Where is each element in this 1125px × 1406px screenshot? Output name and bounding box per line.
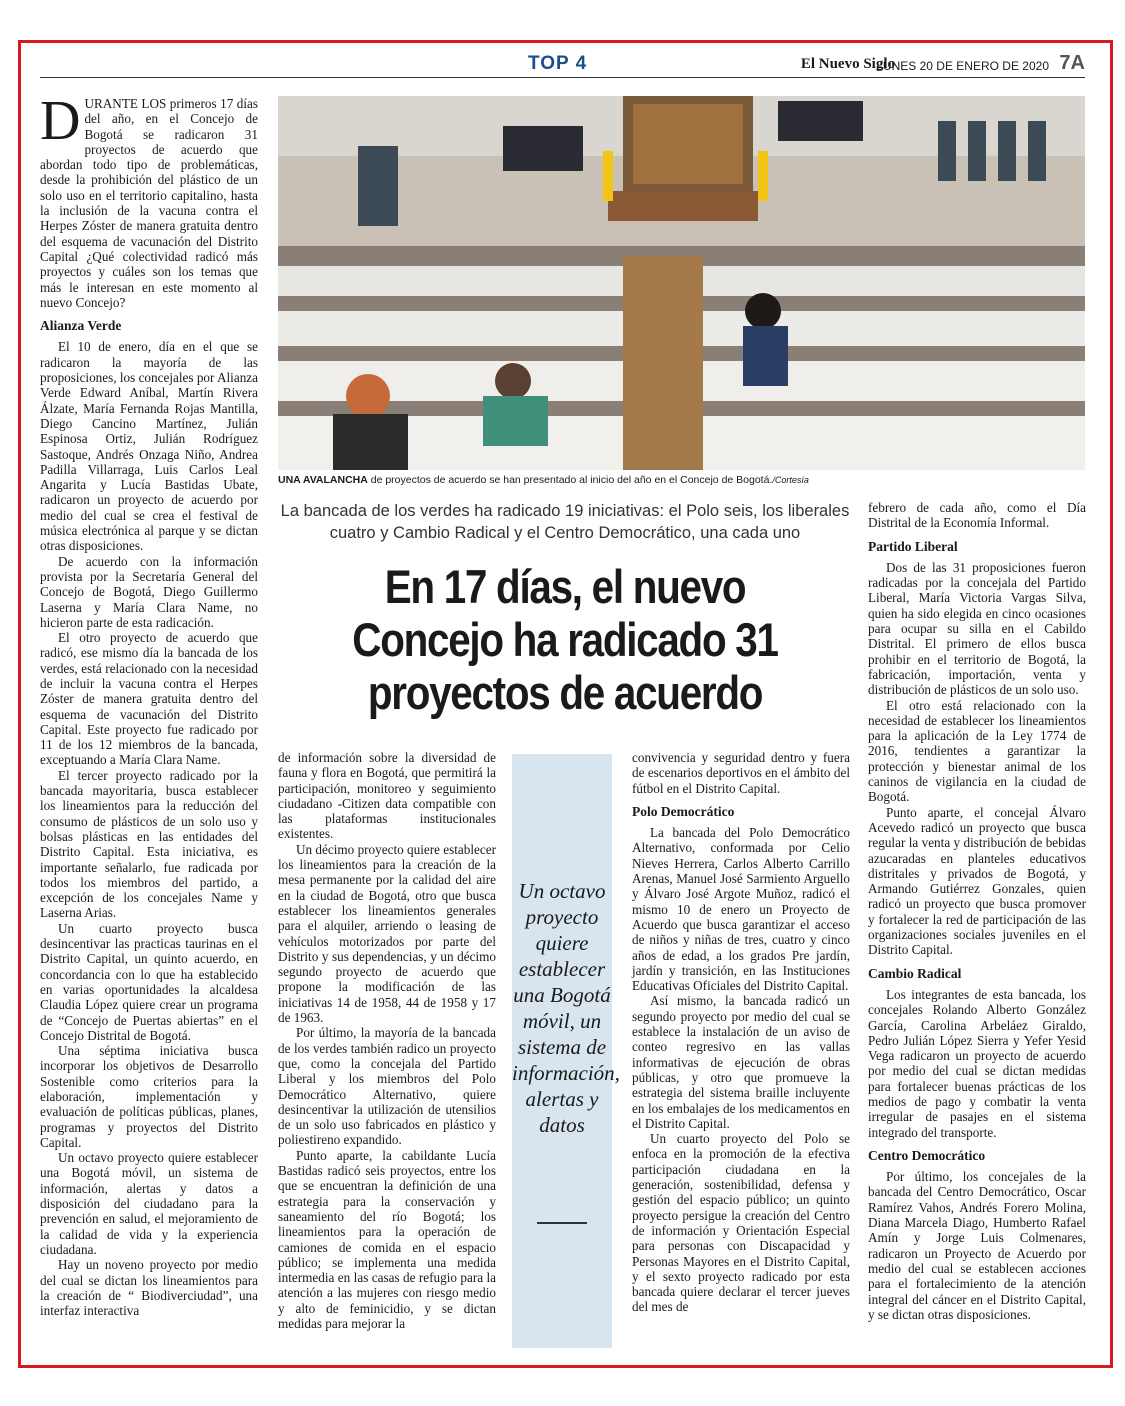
paragraph: El otro proyecto de acuerdo que radicó, ese mismo día la bancada de los verdes, está relacionado con la necesidad de incluir la vacuna contra el Herpes Zóster de manera gratuita dentro del esquema de vacunación del Distrito Capital. Este proyecto fue radicado por 11 de los 12 miembros de la bancada, exceptuando a María Clara Name. [40, 630, 258, 768]
paragraph: De acuerdo con la información provista por la Secretaría General del Concejo de Bogotá, Diego Guillermo Laserna y María Clara Name, no hicieron parte de esta radicación. [40, 553, 258, 630]
paragraph: Un cuarto proyecto del Polo se enfoca en la promoción de la efectiva participación ciudadana en la generación, sostenibilidad, defensa y gestión del espacio público; un quinto proyecto persigue la creación del Centro de información y Orientación Especial para personas con Discapacidad y Personas Mayores en el Distrito Capital, y el sexto proyecto radicado por esta bancada quiere declarar el tercer jueves del mes de [632, 1131, 850, 1315]
paragraph: Un octavo proyecto quiere establecer una Bogotá móvil, un sistema de información, alertas y datos a disposición del ciudadano para la prevención en salud, el mejoramiento de la calidad de vida y la experiencia ciudadana. [40, 1150, 258, 1257]
photo-caption [278, 474, 1085, 487]
paragraph: Así mismo, la bancada radicó un segundo proyecto por medio del cual se establece la instalación de un aviso de conteo regresivo en las vallas informativas de ejecución de obras públicas, y otro que promueve la estrategia del sistema braille incluyente en los embalajes de los medicamentos en el Distrito Capital. [632, 993, 850, 1131]
page-header [40, 52, 1085, 78]
paragraph: Por último, la mayoría de la bancada de los verdes también radico un proyecto que, como la concejala del Partido Liberal y los miembros del Polo Democrático Alternativo, quiere desincentivar la utilización de utensilios de un solo uso fabricados en plástico y poliestireno expandido. [278, 1025, 496, 1148]
paragraph: El otro está relacionado con la necesidad de establecer los lineamientos para la aplicación de la Ley 1774 de 2016, tendientes a garantizar la protección y bienestar animal de los caninos de vigilancia en la ciudad de Bogotá. [868, 697, 1086, 805]
drop-cap: D [40, 90, 81, 152]
paragraph: Punto aparte, la cabildante Lucía Bastidas radicó seis proyectos, entre los que se encuentran la definición de una estrategia para la conservación y saneamiento del río Bogotá; los lineamientos para la operación de camiones de comida en el espacio público; se implementa una medida intermedia en las casas de refugio para la atención a las mujeres con riesgo medio y alto de feminicidio, y se dictan medidas para mejorar la [278, 1147, 496, 1331]
column-4 [868, 500, 1086, 1322]
lead-text: URANTE LOS primeros 17 días del año, en el Concejo de Bogotá se radicaron 31 proyectos de acuerdo que abordan todo tipo de problemáticas, desde la prohibición del plástico de un solo uso en el territorio capitalino, hasta la inclusión de la vacuna contra el Herpes Zóster de manera gratuita dentro del esquema de vacunación del Distrito Capital ¿Qué colectividad radicó más proyectos y cuáles son los temas que más le interesan en este momento al nuevo Concejo? [40, 96, 258, 310]
pull-quote-box [512, 754, 620, 1348]
paragraph: Una séptima iniciativa busca incorporar los objetivos de Desarrollo Sostenible como criterios para la elaboración, implementación y evaluación de políticas públicas, planes, programas y proyectos del Distrito Capital. [40, 1043, 258, 1150]
subhead-polo-democratico: Polo Democrático [632, 803, 735, 819]
pull-quote-rule [537, 1222, 587, 1224]
paragraph: La bancada del Polo Democrático Alternativo, conformada por Celio Nieves Herrera, Carlos Alberto Carrillo Arenas, Manuel José Sarmiento Arguello y Álvaro José Argote Muñoz, radicó el mismo 10 de enero un Proyecto de Acuerdo que busca garantizar el acceso de niños y niñas de tres, cuatro y cinco años de edad, a los grados Pre jardín, jardín y transición, en las Instituciones Educativas Oficiales del Distrito Capital. [632, 825, 850, 994]
paragraph: de información sobre la diversidad de fauna y flora en Bogotá, que permitirá la participación, monitoreo y seguimiento ciudadano -Citizen data compatible con las plataformas institucionales existentes. [278, 750, 496, 842]
masthead: El Nuevo Siglo [800, 56, 895, 72]
section-label: TOP 4 [528, 53, 588, 74]
council-chamber-photo [278, 96, 1085, 470]
caption-credit: /Cortesía [772, 475, 809, 485]
column-3 [632, 750, 850, 1315]
paragraph: Punto aparte, el concejal Álvaro Acevedo radicó un proyecto que busca regular la venta y distribución de bebidas azucaradas en planteles educativos distritales y privados de Bogotá, y Armando Gutiérrez Gonzales, quien radicó un proyecto que busca promover y fortalecer la red de participación de las organizaciones sociales juveniles en el Distrito Capital. [868, 804, 1086, 958]
paragraph: Dos de las 31 proposiciones fueron radicadas por la concejala del Partido Liberal, María Victoria Vargas Silva, quien ha sido elegida en cinco ocasiones para ocupar su silla en el Cabildo Distrital. El primero de ellos busca prohibir en el territorio de Bogotá, la fabricación, importación, venta y distribución de plásticos de un solo uso. [868, 559, 1086, 698]
subhead-centro-democratico: Centro Democrático [868, 1147, 986, 1163]
column-1 [40, 90, 258, 1319]
issue-date: LUNES 20 DE ENERO DE 2020 [876, 59, 1049, 73]
page-number: 7A [1059, 52, 1085, 74]
subhead-partido-liberal: Partido Liberal [868, 538, 958, 554]
paragraph: Un décimo proyecto quiere establecer los lineamientos para la creación de la mesa permanente por la calidad del aire en la ciudad de Bogotá, otro que busca establecer los lineamientos generales para el alquiler, arriendo o leasing de vehículos motorizados por parte del Distrito y sus dependencias, y un décimo segundo proyecto de acuerdo que propone la modificación de las iniciativas 14 de 1958, 44 de 1958 y 17 de 1963. [278, 841, 496, 1026]
paragraph: febrero de cada año, como el Día Distrital de la Economía Informal. [868, 500, 1086, 531]
paragraph: Hay un noveno proyecto por medio del cual se dictan los lineamientos para la creación de “ Biodiverciudad”, una interfaz interactiva [40, 1257, 258, 1319]
subhead-cambio-radical: Cambio Radical [868, 965, 962, 981]
lead-paragraph [40, 90, 258, 310]
paragraph: Los integrantes de esta bancada, los concejales Rolando Alberto González García, Carolina Arbeláez Giraldo, Pedro Julián López Sierra y Yefer Yesid Vega radicaron un proyecto de acuerdo por medio del cual se dictan medidas para fortalecer buenas prácticas de los medios de pago y combatir la venta irregular de pasajes en el sistema integrado del transporte. [868, 986, 1086, 1140]
paragraph: Un cuarto proyecto busca desincentivar las practicas taurinas en el Distrito Capital, un quinto acuerdo, en concordancia con lo que ha establecido en varias oportunidades la alcaldesa Claudia López quiere crear un programa de “Concejo de Puertas abiertas” en el Concejo Distrital de Bogotá. [40, 920, 258, 1043]
paragraph: El tercer proyecto radicado por la bancada mayoritaria, busca establecer los lineamientos para la reducción del consumo de plásticos de un solo uso y bolsas plásticas en las entidades del Distrito Capital. Esta iniciativa, es importante señalarlo, fue radicada por todos los miembros del partido, a excepción de los concejales Name y Laserna Arias. [40, 767, 258, 921]
paragraph: Por último, los concejales de la bancada del Centro Democrático, Oscar Ramírez Vahos, Andrés Forero Molina, Diana Marcela Diago, Humberto Rafael Amín y Jorge Luis Colmenares, radicaron un Proyecto de Acuerdo por medio del cual se establecen acciones para el fortalecimiento de la atención integral del cáncer en el Distrito Capital, y se dictan otras disposiciones. [868, 1169, 1086, 1322]
caption-lead: UNA AVALANCHA [278, 474, 368, 486]
chamber-illustration [278, 96, 1085, 470]
paragraph: convivencia y seguridad dentro y fuera de escenarios deportivos en el ámbito del fútbol en el Distrito Capital. [632, 750, 850, 796]
paragraph: El 10 de enero, día en el que se radicaron la mayoría de las proposiciones, los concejales por Alianza Verde Edward Aníbal, Martín Rivera Álzate, María Fernanda Rojas Mantilla, Diego Cancino Martínez, Julián Espinosa Ortiz, Julián Rodríguez Sastoque, Andrés Onzaga Niño, Andrea Padilla Villarraga, Luis Carlos Leal Angarita y Lucía Bastidas Ubate, radicaron un proyecto de acuerdo por medio del cual se crea el festival de música electrónica al parque y se dictan otras disposiciones. [40, 339, 258, 554]
caption-text: de proyectos de acuerdo se han presentado al inicio del año en el Concejo de Bogotá. [367, 474, 773, 486]
article-subtitle: La bancada de los verdes ha radicado 19 iniciativas: el Polo seis, los liberales cuatro y Cambio Radical y el Centro Democrático, una cada uno [280, 502, 850, 542]
pull-quote-text: Un octavo proyecto quiere establecer una Bogotá móvil, un sistema de información, alertas y datos [512, 879, 620, 1137]
column-2 [278, 750, 496, 1331]
subhead-alianza-verde: Alianza Verde [40, 318, 122, 334]
article-headline: En 17 días, el nuevo Concejo ha radicado 31 proyectos de acuerdo [352, 560, 778, 719]
